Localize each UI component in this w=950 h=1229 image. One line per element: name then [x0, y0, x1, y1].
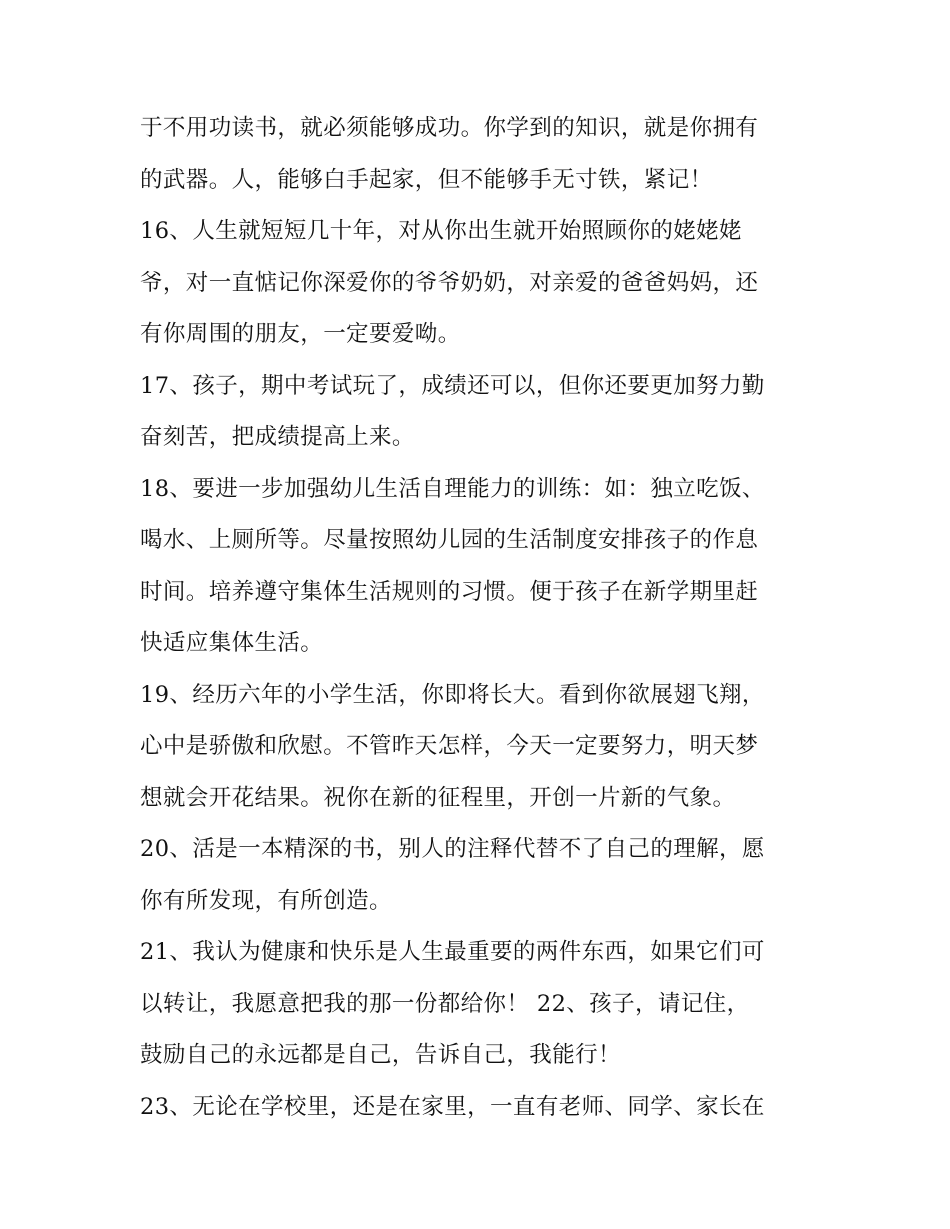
text-line: 心中是骄傲和欣慰。不管昨天怎样，今天一定要努力，明天梦	[140, 733, 759, 759]
text-line: 的武器。人，能够白手起家，但不能够手无寸铁，紧记！	[140, 166, 713, 193]
text-line: 16、人生就短短几十年，对从你出生就开始照顾你的姥姥姥	[140, 218, 742, 244]
text-line: 想就会开花结果。祝你在新的征程里，开创一片新的气象。	[140, 784, 736, 811]
text-line: 鼓励自己的永远都是自己，告诉自己，我能行！	[140, 1042, 621, 1068]
text-line: 以转让，我愿意把我的那一份都给你！ 22、孩子，请记住，	[140, 990, 750, 1017]
text-line: 喝水、上厕所等。尽量按照幼儿园的生活制度安排孩子的作息	[140, 527, 759, 553]
text-line: 21、我认为健康和快乐是人生最重要的两件东西，如果它们可	[140, 939, 765, 965]
text-line: 18、要进一步加强幼儿生活自理能力的训练：如：独立吃饭、	[140, 475, 765, 502]
text-line: 17、孩子，期中考试玩了，成绩还可以，但你还要更加努力勤	[140, 372, 765, 399]
text-line: 有你周围的朋友，一定要爱呦。	[140, 321, 461, 347]
text-line: 爷，对一直惦记你深爱你的爷爷奶奶，对亲爱的爸爸妈妈，还	[140, 269, 759, 296]
text-line: 23、无论在学校里，还是在家里，一直有老师、同学、家长在	[140, 1093, 765, 1120]
text-line: 19、经历六年的小学生活，你即将长大。看到你欲展翅飞翔，	[140, 681, 765, 708]
text-line: 奋刻苦，把成绩提高上来。	[140, 424, 415, 450]
text-line: 于不用功读书，就必须能够成功。你学到的知识，就是你拥有	[140, 115, 759, 141]
text-line: 20、活是一本精深的书，别人的注释代替不了自己的理解，愿	[140, 836, 765, 862]
document-body	[140, 103, 820, 1133]
text-line: 你有所发现，有所创造。	[140, 887, 392, 914]
text-line: 快适应集体生活。	[140, 630, 324, 656]
text-line: 时间。培养遵守集体生活规则的习惯。便于孩子在新学期里赶	[140, 578, 759, 605]
